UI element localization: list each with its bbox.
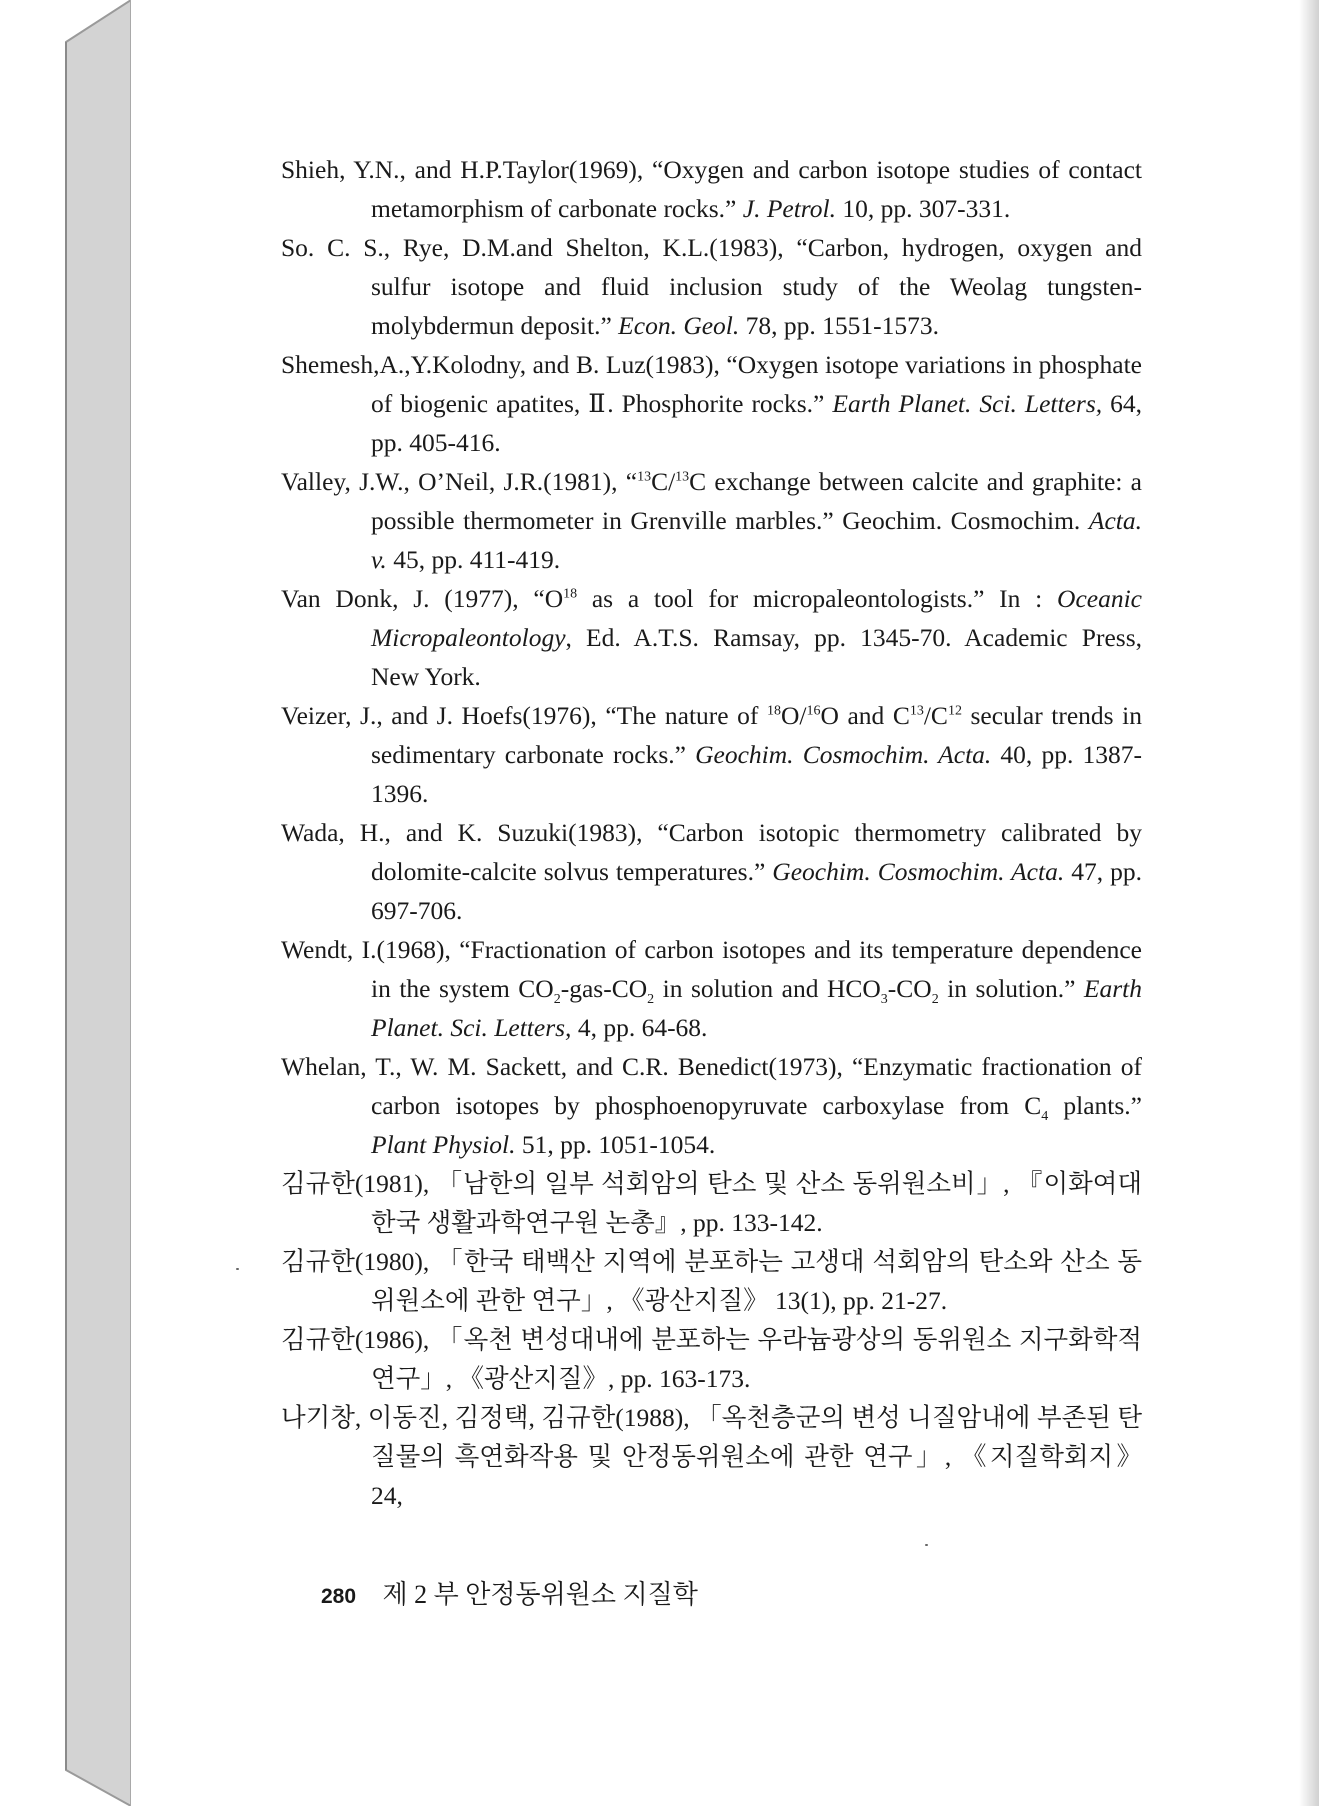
reference-text: Shemesh,A.,Y.Kolodny, and B. Luz(1983), “Oxygen isotope variations in phosphate of biogenic apatites, Ⅱ. Phosphorite rocks.”	[281, 350, 1142, 418]
reference-italic-text: J. Petrol.	[742, 194, 836, 223]
scan-speck	[925, 1544, 928, 1546]
reference-entry	[281, 696, 1142, 813]
reference-text: 64, pp. 405-416.	[371, 389, 1142, 457]
reference-italic-text: Earth Planet. Sci. Letters,	[832, 389, 1103, 418]
reference-entry	[281, 930, 1142, 1047]
superscript: 13	[637, 469, 652, 485]
reference-entry	[281, 462, 1142, 579]
reference-text: 나기창, 이동진, 김정택, 김규한(1988), 「옥천층군의 변성 니질암내에 부존된 탄질물의 흑연화작용 및 안정동위원소에 관한 연구」, 《지질학회지》 24,	[281, 1403, 1142, 1510]
reference-text: -gas-CO	[560, 974, 648, 1003]
subscript: 4	[1041, 1109, 1049, 1125]
reference-text: as a tool for micropaleontologists.” In :	[577, 584, 1058, 613]
reference-list	[281, 150, 1142, 1515]
reference-text: 51, pp. 1051-1054.	[515, 1130, 716, 1159]
reference-italic-text: Geochim. Cosmochim. Acta.	[695, 740, 992, 769]
subscript: 2	[931, 992, 939, 1008]
reference-entry	[281, 1320, 1142, 1398]
superscript: 18	[563, 586, 578, 602]
reference-entry	[281, 813, 1142, 930]
reference-text: O and C	[820, 701, 910, 730]
reference-text: 김규한(1986), 「옥천 변성대내에 분포하는 우라늄광상의 동위원소 지구화학적 연구」, 《광산지질》, pp. 163-173.	[281, 1325, 1142, 1393]
superscript: 13	[675, 469, 690, 485]
scan-speck	[236, 1268, 239, 1270]
reference-text: plants.”	[1048, 1091, 1142, 1120]
reference-entry	[281, 150, 1142, 228]
reference-text: 40, pp. 1387-1396.	[371, 740, 1142, 808]
reference-text: in solution.”	[938, 974, 1084, 1003]
superscript: 12	[947, 703, 962, 719]
page-footer	[321, 1574, 698, 1611]
reference-text: /C	[923, 701, 948, 730]
reference-italic-text: Geochim. Cosmochim. Acta.	[772, 857, 1065, 886]
subscript: 2	[647, 992, 655, 1008]
subscript: 2	[553, 992, 561, 1008]
reference-text: -CO	[887, 974, 932, 1003]
reference-text: 김규한(1980), 「한국 태백산 지역에 분포하는 고생대 석회암의 탄소와 산소 동위원소에 관한 연구」, 《광산지질》 13(1), pp. 21-27.	[281, 1247, 1142, 1315]
reference-text: Valley, J.W., O’Neil, J.R.(1981), “	[281, 467, 638, 496]
reference-text: Veizer, J., and J. Hoefs(1976), “The nature of	[281, 701, 767, 730]
reference-entry	[281, 228, 1142, 345]
superscript: 13	[909, 703, 924, 719]
reference-italic-text: Acta. v.	[371, 506, 1142, 574]
reference-italic-text: Earth Planet. Sci. Letters,	[371, 974, 1142, 1042]
reference-entry	[281, 345, 1142, 462]
reference-text: C/	[651, 467, 676, 496]
reference-text: 김규한(1981), 「남한의 일부 석회암의 탄소 및 산소 동위원소비」, 『이화여대 한국 생활과학연구원 논총』, pp. 133-142.	[281, 1169, 1142, 1237]
subscript: 3	[880, 992, 888, 1008]
reference-text: C exchange between calcite and graphite: a possible thermometer in Grenville marbles.” Geochim. Cosmochim.	[371, 467, 1142, 535]
reference-entry	[281, 1164, 1142, 1242]
reference-text: Wada, H., and K. Suzuki(1983), “Carbon isotopic thermometry calibrated by dolomite-calcite solvus temperatures.”	[281, 818, 1142, 886]
reference-text: in solution and HCO	[654, 974, 881, 1003]
reference-italic-text: Oceanic Micropaleontology	[371, 584, 1142, 652]
reference-italic-text: Econ. Geol.	[618, 311, 740, 340]
page-edge-shadow	[1299, 0, 1319, 1806]
reference-text: O/	[780, 701, 807, 730]
reference-text: Whelan, T., W. M. Sackett, and C.R. Benedict(1973), “Enzymatic fractionation of carbon isotopes by phosphoenopyruvate carboxylase from C	[281, 1052, 1142, 1120]
reference-text: Shieh, Y.N., and H.P.Taylor(1969), “Oxygen and carbon isotope studies of contact metamorphism of carbonate rocks.”	[281, 155, 1142, 223]
superscript: 18	[766, 703, 781, 719]
reference-text: 45, pp. 411-419.	[386, 545, 561, 574]
reference-text: So. C. S., Rye, D.M.and Shelton, K.L.(1983), “Carbon, hydrogen, oxygen and sulfur isotope and fluid inclusion study of the Weolag tungsten-molybdermun deposit.”	[281, 233, 1142, 340]
reference-entry	[281, 1398, 1142, 1515]
reference-entry	[281, 1242, 1142, 1320]
reference-text: 4, pp. 64-68.	[571, 1013, 708, 1042]
reference-text: 10, pp. 307-331.	[835, 194, 1011, 223]
reference-entry	[281, 1047, 1142, 1164]
reference-text: 47, pp. 697-706.	[371, 857, 1142, 925]
reference-text: Van Donk, J. (1977), “O	[281, 584, 564, 613]
running-section-title: 제 2 부 안정동위원소 지질학	[382, 1580, 698, 1609]
reference-italic-text: Plant Physiol.	[371, 1130, 516, 1159]
superscript: 16	[806, 703, 821, 719]
page-number: 280	[321, 1585, 357, 1608]
reference-text: Wendt, I.(1968), “Fractionation of carbon isotopes and its temperature dependence in the system CO	[281, 935, 1142, 1003]
reference-text: 78, pp. 1551-1573.	[739, 311, 940, 340]
reference-entry	[281, 579, 1142, 696]
reference-text: , Ed. A.T.S. Ramsay, pp. 1345-70. Academic Press, New York.	[371, 623, 1142, 691]
reference-text: secular trends in sedimentary carbonate rocks.”	[371, 701, 1142, 769]
